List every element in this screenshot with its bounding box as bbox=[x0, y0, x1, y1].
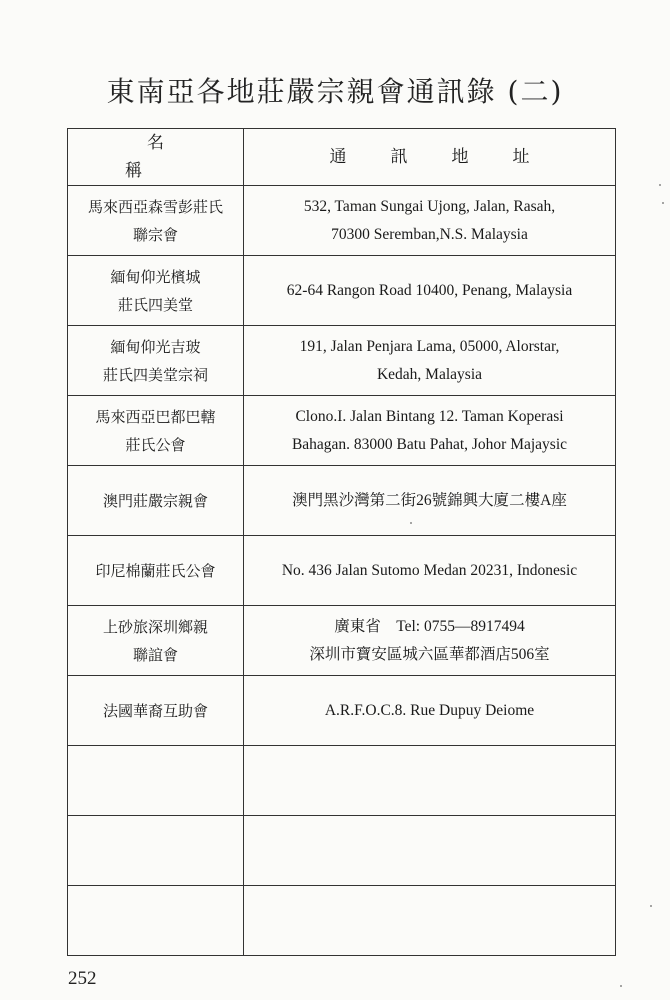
address-line: 62-64 Rangon Road 10400, Penang, Malaysia bbox=[286, 281, 573, 299]
page-number: 252 bbox=[68, 968, 97, 989]
empty-table-row bbox=[68, 816, 616, 886]
address-line: 191, Jalan Penjara Lama, 05000, Alorstar, bbox=[299, 337, 560, 355]
organization-name-cell bbox=[68, 256, 244, 326]
table-header-row bbox=[68, 129, 616, 186]
address-cell bbox=[244, 326, 616, 396]
organization-name-cell bbox=[68, 606, 244, 676]
organization-name-cell bbox=[68, 186, 244, 256]
table-row bbox=[68, 326, 616, 396]
address-line: 澳門黑沙灣第二街26號錦興大廈二樓A座 bbox=[292, 491, 567, 509]
organization-name-line: 法國華裔互助會 bbox=[102, 701, 208, 720]
organization-name-line: 莊氏公會 bbox=[125, 435, 186, 454]
table-row bbox=[68, 256, 616, 326]
scan-speck bbox=[620, 985, 622, 987]
scan-speck bbox=[659, 184, 661, 186]
address-cell bbox=[244, 396, 616, 466]
organization-name-line: 莊氏四美堂宗祠 bbox=[102, 365, 208, 384]
header-address: 通訊地址 bbox=[244, 129, 616, 186]
table-row bbox=[68, 186, 616, 256]
address-line: 70300 Seremban,N.S. Malaysia bbox=[331, 225, 528, 243]
scan-speck bbox=[650, 905, 652, 907]
organization-name-line: 馬來西亞森雪彭莊氏 bbox=[87, 197, 223, 216]
address-cell bbox=[244, 256, 616, 326]
address-line: Bahagan. 83000 Batu Pahat, Johor Majaysic bbox=[291, 435, 568, 453]
header-name: 名稱 bbox=[68, 129, 244, 186]
organization-name-line: 緬甸仰光檳城 bbox=[110, 267, 201, 286]
address-cell bbox=[244, 466, 616, 536]
organization-name-cell bbox=[68, 536, 244, 606]
organization-name-cell bbox=[68, 676, 244, 746]
directory-table bbox=[67, 128, 616, 956]
table-row bbox=[68, 676, 616, 746]
address-cell bbox=[244, 536, 616, 606]
address-line: No. 436 Jalan Sutomo Medan 20231, Indonesic bbox=[281, 561, 578, 579]
table-row bbox=[68, 536, 616, 606]
organization-name-line: 聯誼會 bbox=[132, 645, 178, 664]
organization-name-cell bbox=[68, 396, 244, 466]
table-row bbox=[68, 606, 616, 676]
table-row bbox=[68, 466, 616, 536]
empty-cell bbox=[244, 746, 616, 816]
address-cell bbox=[244, 186, 616, 256]
empty-table-row bbox=[68, 886, 616, 956]
table-row bbox=[68, 396, 616, 466]
empty-cell bbox=[68, 886, 244, 956]
organization-name-line: 上砂旅深圳鄉親 bbox=[102, 617, 208, 636]
organization-name-cell bbox=[68, 326, 244, 396]
scan-speck bbox=[410, 522, 412, 524]
organization-name-line: 馬來西亞巴都巴轄 bbox=[95, 407, 216, 426]
page-title: 東南亞各地莊嚴宗親會通訊錄 (二) bbox=[106, 75, 564, 108]
empty-table-row bbox=[68, 746, 616, 816]
organization-name-line: 緬甸仰光吉玻 bbox=[110, 337, 201, 356]
scan-speck bbox=[662, 202, 664, 204]
address-line: 532, Taman Sungai Ujong, Jalan, Rasah, bbox=[303, 197, 556, 215]
empty-cell bbox=[244, 816, 616, 886]
organization-name-line: 莊氏四美堂 bbox=[117, 295, 193, 314]
address-line: Kedah, Malaysia bbox=[376, 365, 483, 383]
address-cell bbox=[244, 676, 616, 746]
empty-cell bbox=[244, 886, 616, 956]
organization-name-line: 印尼棉蘭莊氏公會 bbox=[95, 561, 216, 580]
empty-cell bbox=[68, 746, 244, 816]
organization-name-line: 澳門莊嚴宗親會 bbox=[102, 491, 208, 510]
address-line: 深圳市寶安區城六區華都酒店506室 bbox=[309, 645, 550, 663]
address-cell bbox=[244, 606, 616, 676]
organization-name-cell bbox=[68, 466, 244, 536]
organization-name-line: 聯宗會 bbox=[132, 225, 178, 244]
address-line: A.R.F.O.C.8. Rue Dupuy Deiome bbox=[324, 701, 535, 719]
empty-cell bbox=[68, 816, 244, 886]
address-line: Clono.I. Jalan Bintang 12. Taman Koperasi bbox=[295, 407, 564, 425]
address-line: 廣東省 Tel: 0755—8917494 bbox=[334, 617, 525, 635]
